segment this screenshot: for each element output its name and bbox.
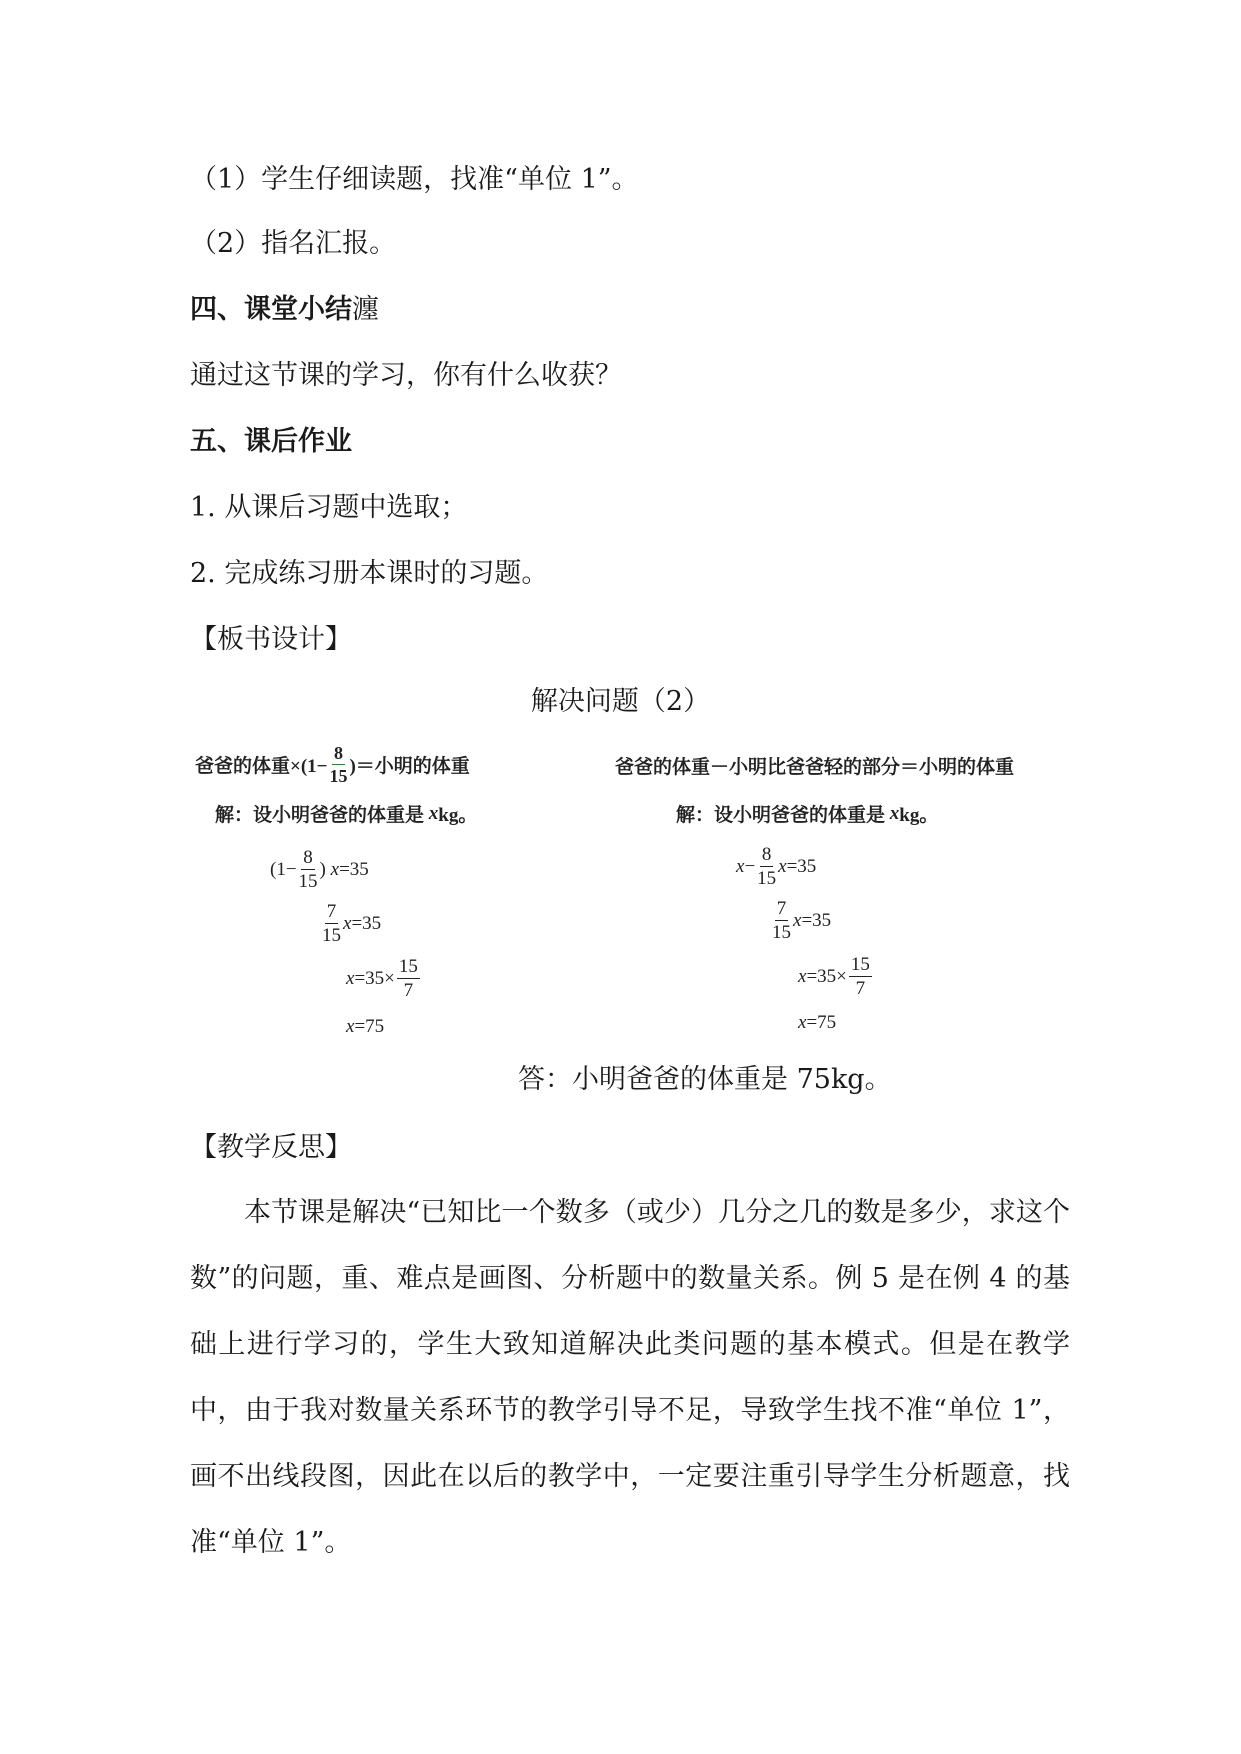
right-eq-2 [770, 899, 831, 942]
left-eq3-var: x [346, 967, 355, 989]
right-eq2-var: x [793, 909, 802, 931]
right-eq1-c: =35 [786, 855, 817, 877]
left-eq2-var: x [343, 912, 352, 934]
left-eq-1 [270, 848, 369, 891]
step-2-text: （2）指名汇报。 [190, 228, 397, 259]
left-eq-2 [320, 902, 381, 945]
right-eq3-fraction [849, 955, 872, 998]
right-eq3-den: 7 [855, 978, 866, 999]
homework-item-1: 1. 从课后习题中选取； [190, 492, 468, 523]
section-4-heading [190, 292, 379, 328]
right-eq-1 [736, 845, 816, 888]
right-eq1-den: 15 [757, 868, 777, 889]
right-eq3-var: x [798, 965, 807, 987]
step-1-text: （1）学生仔细读题，找准“单位 1”。 [190, 164, 639, 195]
right-eq2-c: =35 [801, 909, 832, 931]
reflection-heading: 【教学反思】 [190, 1132, 352, 1163]
left-eq2-den: 15 [322, 925, 341, 946]
board-answer: 答：小明爸爸的体重是 75kg。 [518, 1064, 892, 1095]
left-relation-b: )＝小明的体重 [349, 756, 470, 777]
left-eq1-fraction [299, 848, 318, 891]
homework-item-2: 2. 完成练习册本课时的习题。 [190, 558, 549, 589]
left-relation-frac-num: 8 [333, 743, 343, 763]
right-set-text: 解：设小明爸爸的体重是 [676, 805, 886, 826]
left-eq3-num: 15 [398, 956, 418, 977]
left-eq3-a: =35× [354, 967, 395, 989]
right-eq4-var: x [798, 1012, 807, 1033]
right-eq4-c: =75 [806, 1012, 837, 1033]
left-eq3-fraction [397, 957, 420, 1000]
section-4-title: 四、课堂小结 [190, 294, 352, 325]
right-eq2-num: 7 [776, 898, 787, 919]
right-eq2-den: 15 [772, 922, 791, 943]
left-eq2-c: =35 [351, 912, 382, 934]
right-eq1-var-a: x [736, 855, 745, 877]
section-5-heading: 五、课后作业 [190, 426, 352, 457]
left-set-var: x [428, 802, 439, 824]
left-eq1-c: =35 [339, 858, 369, 880]
left-eq-3 [346, 957, 422, 1000]
right-eq1-minus: − [744, 855, 756, 877]
section-4-tail: 瀍 [352, 294, 379, 325]
left-eq1-var: x [330, 858, 340, 880]
left-eq1-b: ) [319, 858, 326, 880]
left-relation-a: 爸爸的体重×(1− [195, 756, 328, 777]
left-eq2-fraction [322, 902, 341, 945]
right-eq2-fraction [772, 899, 791, 942]
summary-question: 通过这节课的学习，你有什么收获？ [190, 360, 622, 391]
left-eq2-num: 7 [326, 901, 337, 922]
board-title: 解决问题（2） [530, 686, 711, 717]
left-set-text: 解：设小明爸爸的体重是 [215, 805, 425, 826]
right-set-unit: kg。 [899, 805, 939, 826]
right-set-line [676, 800, 938, 827]
left-set-line [215, 800, 477, 827]
left-eq3-den: 7 [403, 980, 414, 1001]
right-eq1-num: 8 [761, 844, 772, 865]
right-eq3-num: 15 [850, 954, 870, 975]
right-relation: 爸爸的体重－小明比爸爸轻的部分＝小明的体重 [615, 757, 1015, 778]
left-relation-fraction [329, 744, 347, 785]
right-eq-3 [798, 955, 874, 998]
right-eq1-fraction [757, 845, 776, 888]
left-eq1-a: (1− [270, 858, 297, 880]
right-eq-4 [798, 1012, 836, 1034]
left-set-unit: kg。 [438, 805, 478, 826]
board-design-heading: 【板书设计】 [190, 624, 352, 655]
left-relation [195, 744, 470, 785]
left-eq4-var: x [346, 1016, 355, 1037]
right-eq3-a: =35× [806, 965, 847, 987]
left-eq-4 [346, 1016, 384, 1038]
left-relation-frac-den: 15 [329, 766, 348, 786]
right-eq1-var-b: x [778, 855, 787, 877]
left-eq1-num: 8 [303, 847, 313, 868]
right-set-var: x [889, 802, 900, 824]
reflection-body: 本节课是解决“已知比一个数多（或少）几分之几的数是多少，求这个数”的问题，重、难点是画图、分析题中的数量关系。例 5 是在例 4 的基础上进行学习的，学生大致知道解决此类问题的基本模式。但是在教学中，由于我对数量关系环节的教学引导不足，导致学生找不准“单位 1”，画不出线段图，因此在以后的教学中，一定要注重引导学生分析题意，找准“单位 1”。 [190, 1197, 1070, 1558]
left-eq1-den: 15 [298, 871, 318, 892]
left-eq4-c: =75 [354, 1016, 385, 1037]
